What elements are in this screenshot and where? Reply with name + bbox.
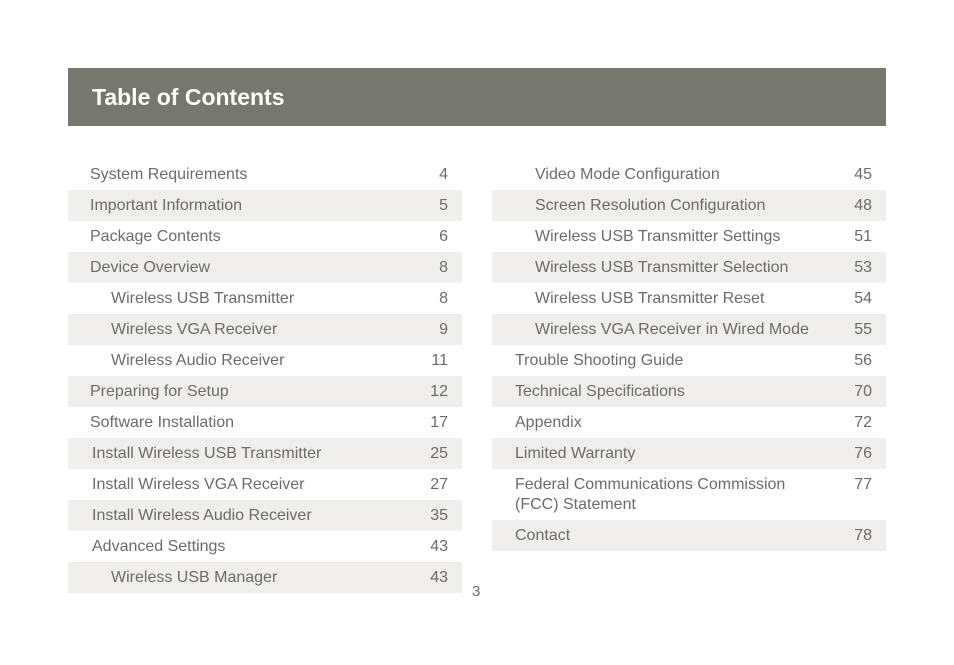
toc-entry-page: 43 bbox=[430, 538, 448, 555]
toc-entry-page: 56 bbox=[854, 352, 872, 369]
toc-right-column bbox=[492, 159, 886, 551]
toc-entry[interactable] bbox=[68, 376, 462, 407]
toc-entry-title: Wireless USB Transmitter bbox=[111, 290, 295, 307]
toc-entry[interactable] bbox=[68, 531, 462, 562]
toc-entry[interactable] bbox=[492, 407, 886, 438]
toc-entry-title: Device Overview bbox=[90, 259, 211, 276]
toc-entry-page: 55 bbox=[854, 321, 872, 338]
toc-entry-title: Screen Resolution Configuration bbox=[535, 197, 766, 214]
toc-entry-title: Wireless VGA Receiver bbox=[111, 321, 278, 338]
toc-entry[interactable] bbox=[492, 159, 886, 190]
toc-entry-page: 12 bbox=[430, 383, 448, 400]
toc-entry-title: Wireless USB Transmitter Settings bbox=[535, 228, 781, 245]
toc-entry-page: 70 bbox=[854, 383, 872, 400]
toc-entry-page: 17 bbox=[430, 414, 448, 431]
toc-entry[interactable] bbox=[68, 469, 462, 500]
toc-entry[interactable] bbox=[492, 314, 886, 345]
toc-entry-title: Install Wireless USB Transmitter bbox=[92, 445, 322, 462]
toc-entry-title: Install Wireless VGA Receiver bbox=[92, 476, 305, 493]
toc-entry[interactable] bbox=[492, 221, 886, 252]
toc-entry-page: 27 bbox=[430, 476, 448, 493]
toc-entry-page: 4 bbox=[439, 166, 448, 183]
toc-entry[interactable] bbox=[68, 221, 462, 252]
toc-entry[interactable] bbox=[68, 252, 462, 283]
toc-entry-page: 6 bbox=[439, 228, 448, 245]
toc-entry-page: 72 bbox=[854, 414, 872, 431]
page-title: Table of Contents bbox=[92, 84, 285, 110]
toc-entry-page: 48 bbox=[854, 197, 872, 214]
toc-entry-page: 77 bbox=[854, 476, 872, 493]
toc-entry-title: Appendix bbox=[515, 414, 582, 431]
toc-entry-page: 11 bbox=[431, 352, 448, 369]
toc-entry-page: 9 bbox=[439, 321, 448, 338]
toc-entry-title: Limited Warranty bbox=[515, 445, 636, 462]
toc-entry-title: System Requirements bbox=[90, 166, 248, 183]
toc-entry-title: Wireless USB Transmitter Reset bbox=[535, 290, 765, 307]
toc-header-bar bbox=[68, 68, 886, 126]
toc-entry-title: Federal Communications Commission (FCC) Statement bbox=[515, 476, 786, 513]
toc-entry[interactable] bbox=[68, 345, 462, 376]
toc-entry[interactable] bbox=[492, 283, 886, 314]
toc-entry[interactable] bbox=[68, 407, 462, 438]
toc-entry-page: 8 bbox=[439, 259, 448, 276]
toc-entry-page: 54 bbox=[854, 290, 872, 307]
toc-entry-page: 25 bbox=[430, 445, 448, 462]
toc-entry[interactable] bbox=[492, 190, 886, 221]
toc-entry-title: Install Wireless Audio Receiver bbox=[92, 507, 312, 524]
toc-entry[interactable] bbox=[492, 345, 886, 376]
toc-entry-title: Wireless VGA Receiver in Wired Mode bbox=[535, 321, 809, 338]
toc-entry-title: Preparing for Setup bbox=[90, 383, 229, 400]
toc-entry[interactable] bbox=[68, 159, 462, 190]
toc-entry[interactable] bbox=[68, 500, 462, 531]
toc-entry[interactable] bbox=[492, 469, 886, 520]
toc-entry-page: 51 bbox=[854, 228, 872, 245]
toc-entry-page: 5 bbox=[439, 197, 448, 214]
toc-entry-title: Video Mode Configuration bbox=[535, 166, 720, 183]
toc-entry-title: Trouble Shooting Guide bbox=[515, 352, 684, 369]
toc-entry-title: Important Information bbox=[90, 197, 243, 214]
toc-entry[interactable] bbox=[68, 283, 462, 314]
toc-entry-title: Technical Specifications bbox=[515, 383, 685, 400]
toc-entry-title: Contact bbox=[515, 527, 571, 544]
toc-entry[interactable] bbox=[492, 438, 886, 469]
toc-entry-page: 35 bbox=[430, 507, 448, 524]
toc-entry-page: 45 bbox=[854, 166, 872, 183]
toc-entry-page: 53 bbox=[854, 259, 872, 276]
toc-entry[interactable] bbox=[68, 438, 462, 469]
toc-entry[interactable] bbox=[68, 562, 462, 593]
page-number: 3 bbox=[472, 583, 481, 600]
toc-left-column bbox=[68, 159, 462, 593]
toc-entry[interactable] bbox=[68, 190, 462, 221]
toc-entry-page: 78 bbox=[854, 527, 872, 544]
toc-entry-title: Advanced Settings bbox=[92, 538, 226, 555]
toc-entry-title: Package Contents bbox=[90, 228, 221, 245]
toc-entry[interactable] bbox=[492, 520, 886, 551]
toc-entry[interactable] bbox=[492, 376, 886, 407]
toc-entry[interactable] bbox=[492, 252, 886, 283]
toc-entry-title: Wireless USB Transmitter Selection bbox=[535, 259, 789, 276]
toc-entry-title: Wireless USB Manager bbox=[111, 569, 278, 586]
toc-entry-title: Wireless Audio Receiver bbox=[111, 352, 285, 369]
toc-entry-title: Software Installation bbox=[90, 414, 235, 431]
toc-entry-page: 43 bbox=[430, 569, 448, 586]
toc-entry-page: 8 bbox=[439, 290, 448, 307]
toc-entry-page: 76 bbox=[854, 445, 872, 462]
toc-entry[interactable] bbox=[68, 314, 462, 345]
